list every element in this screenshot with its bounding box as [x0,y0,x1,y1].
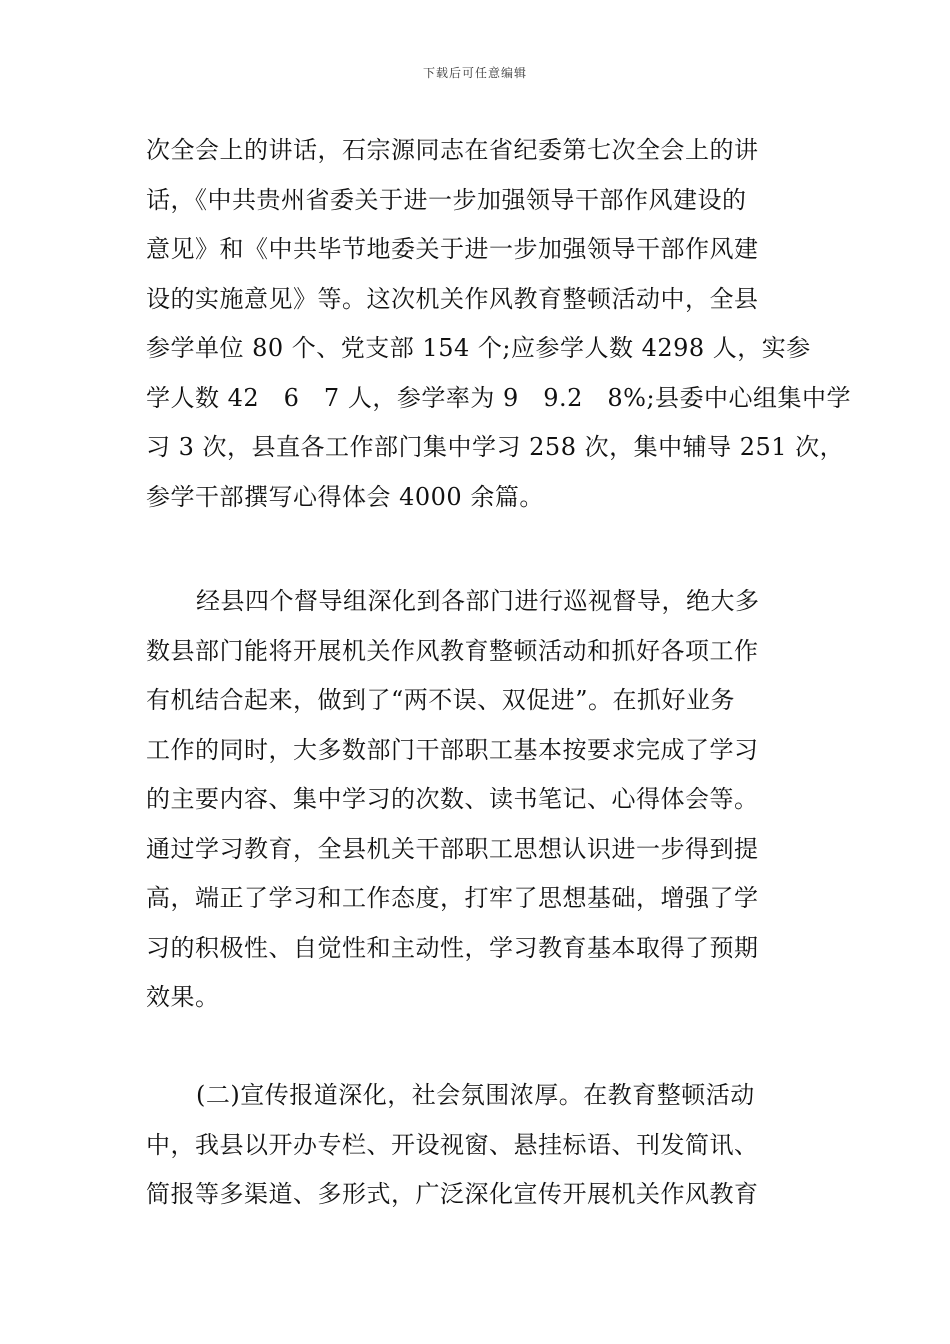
text-line: 通过学习教育，全县机关干部职工思想认识进一步得到提 [146,834,759,863]
text-line: 经县四个督导组深化到各部门进行巡视督导，绝大多 [196,587,760,615]
text-line: 工作的同时，大多数部门干部职工基本按要求完成了学习 [146,735,759,764]
text-line: 次全会上的讲话，石宗源同志在省纪委第七次全会上的讲 [146,136,759,164]
text-line: 的主要内容、集中学习的次数、读书笔记、心得体会等。 [146,785,759,813]
paragraph-3 [146,1071,814,1220]
header-note: 下载后可任意编辑 [422,66,527,80]
text-line: 设的实施意见》等。这次机关作风教育整顿活动中，全县 [146,284,759,313]
text-line: 中，我县以开办专栏、开设视窗、悬挂标语、刊发简讯、 [146,1130,759,1159]
text-line: 习的积极性、自觉性和主动性，学习教育基本取得了预期 [146,933,759,962]
text-line: 效果。 [146,983,220,1011]
text-line: 数县部门能将开展机关作风教育整顿活动和抓好各项工作 [146,636,759,665]
paragraph-1 [146,126,852,522]
text-line: 学人数 42 6 7 人，参学率为 9 9.2 8%;县委中心组集中学 [146,383,852,412]
paragraph-2 [146,577,814,1023]
text-line: 参学单位 80 个、党支部 154 个;应参学人数 4298 人，实参 [146,334,811,362]
text-line: (二)宣传报道深化，社会氛围浓厚。在教育整顿活动 [196,1081,755,1109]
text-line: 习 3 次，县直各工作部门集中学习 258 次，集中辅导 251 次， [146,433,845,461]
text-line: 简报等多渠道、多形式，广泛深化宣传开展机关作风教育 [146,1180,759,1208]
text-line: 高，端正了学习和工作态度，打牢了思想基础，增强了学 [146,884,759,912]
text-line: 话，《中共贵州省委关于进一步加强领导干部作风建设的 [146,185,747,214]
text-line: 参学干部撰写心得体会 4000 余篇。 [146,482,544,511]
text-line: 有机结合起来，做到了“两不误、双促进”。在抓好业务 [146,686,736,714]
text-line: 意见》和《中共毕节地委关于进一步加强领导干部作风建 [146,235,759,263]
